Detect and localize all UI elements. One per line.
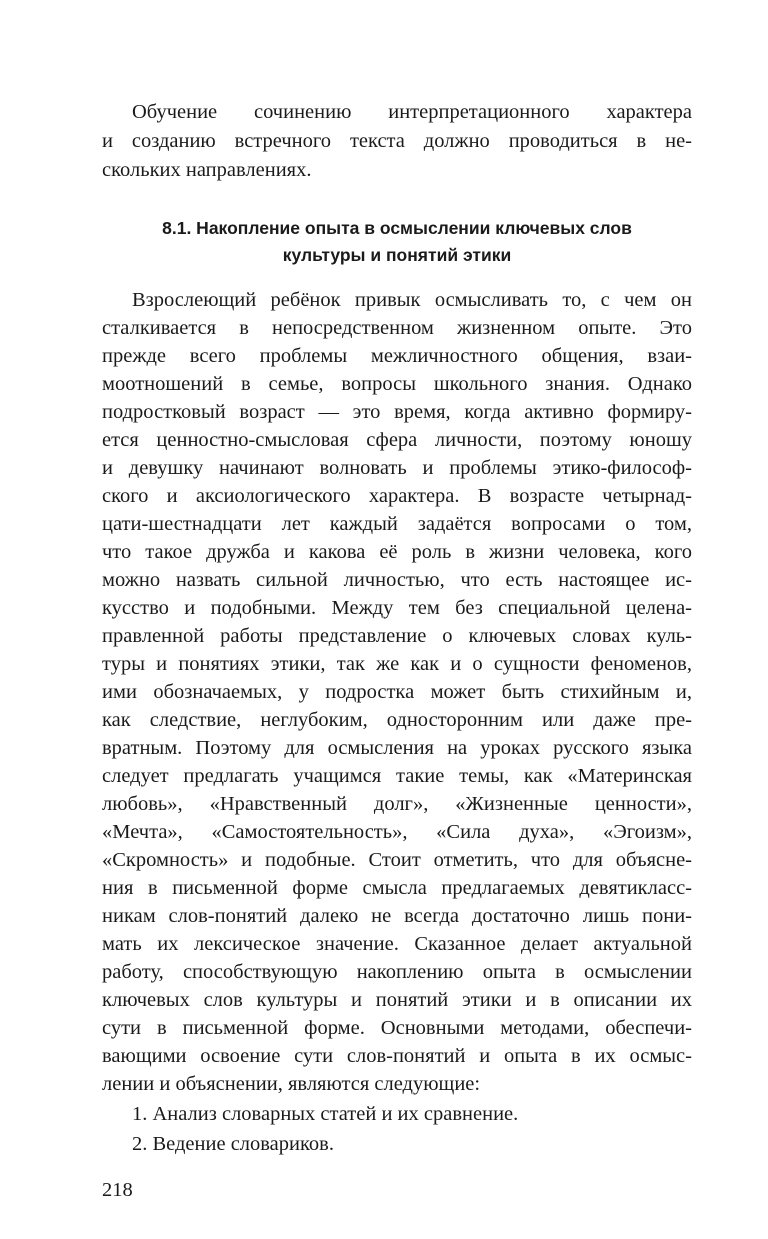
- body-line: следует предлагать учащимся такие темы, как «Материнская: [102, 765, 692, 787]
- body-line: подростковый возраст — это время, когда активно формиру-: [102, 401, 692, 423]
- intro-line: и созданию встречного текста должно проводиться в не-: [102, 130, 692, 152]
- body-line: «Мечта», «Самостоятельность», «Сила духа», «Эгоизм»,: [102, 821, 692, 843]
- body-line: Взрослеющий ребёнок привык осмысливать то, с чем он: [132, 289, 692, 311]
- body-line: мать их лексическое значение. Сказанное делает актуальной: [102, 933, 692, 955]
- body-line: и девушку начинают волновать и проблемы этико-философ-: [102, 457, 692, 479]
- body-line: вающими освоение сути слов-понятий и опыта в их осмыс-: [102, 1045, 692, 1067]
- body-line: туры и понятиях этики, так же как и о сущности феноменов,: [102, 653, 692, 675]
- body-line: ими обозначаемых, у подростка может быть стихийным и,: [102, 681, 692, 703]
- list-item: 2. Ведение словариков.: [132, 1133, 334, 1155]
- body-line: любовь», «Нравственный долг», «Жизненные ценности»,: [102, 793, 692, 815]
- body-line: кусство и подобными. Между тем без специальной целена-: [102, 597, 692, 619]
- body-line: правленной работы представление о ключевых словах куль-: [102, 625, 692, 647]
- body-line: сталкивается в непосредственном жизненном опыте. Это: [102, 317, 692, 339]
- intro-line: Обучение сочинению интерпретационного характера: [132, 101, 692, 123]
- body-line: прежде всего проблемы межличностного общения, взаи-: [102, 345, 692, 367]
- body-line: лении и объяснении, являются следующие:: [102, 1073, 481, 1095]
- body-line: цати-шестнадцати лет каждый задаётся вопросами о том,: [102, 513, 692, 535]
- intro-line: скольких направлениях.: [102, 159, 312, 181]
- body-line: что такое дружба и какова её роль в жизни человека, кого: [102, 541, 692, 563]
- body-line: «Скромность» и подобные. Стоит отметить, что для объясне-: [102, 849, 692, 871]
- body-line: ния в письменной форме смысла предлагаемых девятикласс-: [102, 877, 692, 899]
- list-item: 1. Анализ словарных статей и их сравнение.: [132, 1103, 519, 1125]
- body-line: моотношений в семье, вопросы школьного знания. Однако: [102, 373, 692, 395]
- page-number: 218: [102, 1179, 133, 1201]
- section-heading-line: 8.1. Накопление опыта в осмыслении ключевых слов: [162, 218, 632, 238]
- body-line: работу, способствующую накоплению опыта в осмыслении: [102, 961, 692, 983]
- body-line: как следствие, неглубоким, односторонним или даже пре-: [102, 709, 692, 731]
- body-line: сути в письменной форме. Основными методами, обеспечи-: [102, 1017, 692, 1039]
- section-heading-line: культуры и понятий этики: [282, 245, 512, 265]
- body-line: можно назвать сильной личностью, что есть настоящее ис-: [102, 569, 692, 591]
- body-line: вратным. Поэтому для осмысления на уроках русского языка: [102, 737, 692, 759]
- body-line: ского и аксиологического характера. В возрасте четырнад-: [102, 485, 692, 507]
- body-line: ключевых слов культуры и понятий этики и в описании их: [102, 989, 692, 1011]
- body-line: ется ценностно-смысловая сфера личности, поэтому юношу: [102, 429, 692, 451]
- body-line: никам слов-понятий далеко не всегда достаточно лишь пони-: [102, 905, 692, 927]
